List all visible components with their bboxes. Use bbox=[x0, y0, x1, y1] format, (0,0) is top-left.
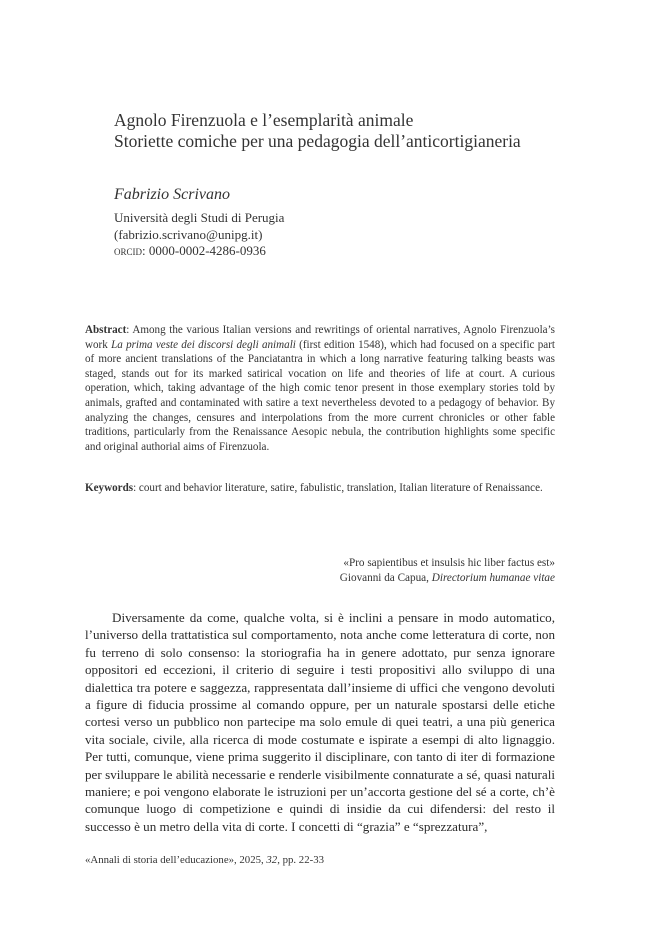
affiliation: Università degli Studi di Perugia bbox=[114, 210, 285, 225]
abstract bbox=[85, 323, 555, 454]
title-line-1: Agnolo Firenzuola e l’esemplarità animale bbox=[114, 110, 414, 130]
orcid-value: : 0000-0002-4286-0936 bbox=[142, 243, 266, 258]
orcid bbox=[114, 243, 284, 260]
epigraph-quote: «Pro sapientibus et insulsis hic liber factus est» bbox=[343, 557, 555, 569]
footer-volume: 32 bbox=[266, 854, 278, 866]
keywords-text: : court and behavior literature, satire, fabulistic, translation, Italian literature of Renaissance. bbox=[133, 482, 543, 494]
page-footer bbox=[85, 854, 324, 866]
article-title bbox=[114, 110, 521, 152]
author-name: Fabrizio Scrivano bbox=[114, 186, 230, 203]
keywords-label: Keywords bbox=[85, 482, 134, 494]
epigraph-work: Directorium humanae vitae bbox=[431, 571, 555, 584]
footer-pages: , pp. 22-33 bbox=[277, 854, 324, 866]
keywords bbox=[85, 481, 555, 496]
abstract-text-b: (first edition 1548), which had focused on a specific part of more ancient translations of the Panciatantra in which a long narrative featuring talking beasts was staged, stands out for its marked satirical vocation on life and theories of life at court. A curious operation, which, taking advantage of the high comic tenor present in those exemplary stories told by animals, grafted and contaminated with satire a text nevertheless devoted to a pedagogy of behavior. By analyzing the changes, censures and interpolations from the more current chronicles or other fable traditions, particularly from the Renaissance Aesopic nebula, the contribution highlights some specific and original authorial aims of Firenzuola. bbox=[85, 338, 556, 453]
orcid-label: orcid bbox=[114, 243, 143, 258]
abstract-label: Abstract bbox=[85, 324, 127, 336]
footer-journal: «Annali di storia dell’educazione», 2025, bbox=[85, 854, 267, 866]
epigraph-author: Giovanni da Capua, bbox=[339, 571, 432, 584]
epigraph bbox=[340, 556, 555, 585]
abstract-work-title: La prima veste dei discorsi degli animali bbox=[111, 338, 296, 351]
epigraph-source bbox=[340, 571, 555, 586]
author-affiliation-block bbox=[114, 210, 284, 260]
author-email: (fabrizio.scrivano@unipg.it) bbox=[114, 226, 263, 242]
body-paragraph: Diversamente da come, qualche volta, si è inclini a pensare in modo automatico, l’universo della trattatistica sul comportamento, nota anche come letteratura di corte, non fu terreno di solo consenso: la storiografia ha in genere adottato, pur senza ignorare oppositori ed eccezioni, il criterio di seguire i testi propositivi allo sviluppo di una dialettica tra potere e saggezza, rappresentata dall’insieme di uffici che vengono devoluti a figure di fiducia prossime al comando oppure, per un naturale spostarsi delle etiche cortesi verso un pubblico non partecipe ma solo emule di quei teatri, a una più generica vita sociale, civile, alla ricerca di mode costumate e ispirate a esempi di alto lignaggio. Per tutti, comunque, viene prima suggerito il disciplinare, con tanto di iter di formazione per sviluppare le abilità necessarie e renderle visibilmente connaturate a sé, quasi naturali maniere; e poi vengono elaborate le istruzioni per un’accorta gestione del sé a corte, ch’è comunque luogo di competizione e quindi di insidie da cui difendersi: del resto il successo è un metro della vita di corte. I concetti di “grazia” e “sprezzatura”, bbox=[85, 610, 555, 834]
body-text bbox=[85, 609, 555, 835]
title-line-2: Storiette comiche per una pedagogia dell’anticortigianeria bbox=[114, 131, 521, 151]
abstract-text-a: : Among the various Italian versions and rewritings of oriental narratives, Agnolo Firenzuola’s work bbox=[85, 324, 555, 351]
